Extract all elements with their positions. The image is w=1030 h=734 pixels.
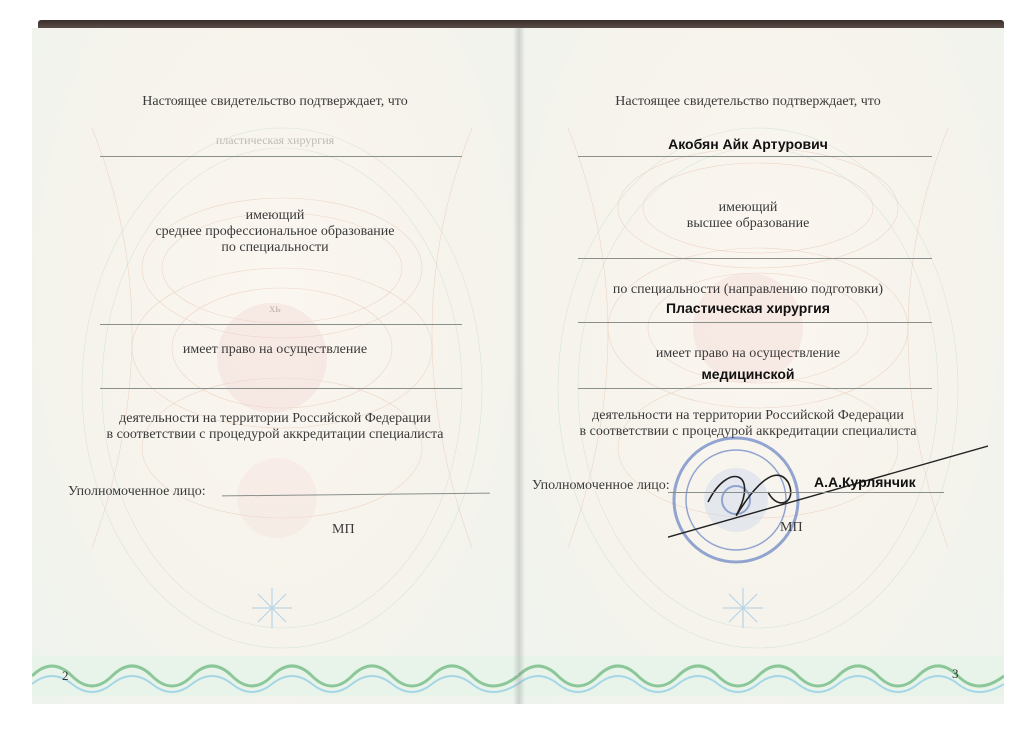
left-specialty-line [100, 324, 462, 325]
right-specialty-label: по специальности (направлению подготовки) [612, 282, 884, 297]
left-right-text: имеет право на осуществление [182, 342, 368, 357]
left-activity-line2: в соответствии с процедурой аккредитации специалиста [106, 427, 444, 442]
left-name-line [100, 156, 462, 157]
right-right-text: имеет право на осуществление [655, 346, 841, 361]
official-seal-and-signature [668, 432, 988, 582]
left-page-number: 2 [62, 668, 69, 683]
right-education-line2: высшее образование [686, 216, 810, 231]
right-education-line1: имеющий [718, 200, 778, 215]
right-activity-line2: в соответствии с процедурой аккредитации специалиста [579, 424, 917, 439]
left-education-line2: среднее профессиональное образование [155, 224, 395, 239]
guilloche-background [32, 28, 518, 704]
decorative-border-band [32, 656, 518, 696]
left-name-faint: пластическая хирургия [215, 133, 335, 147]
right-signature-line [668, 492, 944, 493]
right-page [518, 28, 1004, 704]
right-header: Настоящее свидетельство подтверждает, что [615, 94, 881, 109]
activity-type: медицинской [701, 366, 795, 382]
decorative-border-band [518, 656, 1004, 696]
signatory-name: А.А.Курлянчик [814, 474, 916, 490]
left-seal-label: МП [332, 522, 355, 537]
left-activity-line1: деятельности на территории Российской Федерации [119, 411, 431, 426]
certificate-booklet [32, 28, 1004, 704]
right-seal-label: МП [780, 520, 803, 535]
right-page-number: 3 [952, 666, 959, 681]
holder-name: Акобян Айк Артурович [668, 136, 828, 152]
left-header: Настоящее свидетельство подтверждает, что [142, 94, 408, 109]
right-activity-line [578, 388, 932, 389]
left-education-line1: имеющий [245, 208, 305, 223]
right-name-line [578, 156, 932, 157]
left-education-line3: по специальности [221, 240, 329, 255]
right-education-line [578, 258, 932, 259]
left-page [32, 28, 518, 704]
left-activity-line [100, 388, 462, 389]
left-specialty-faint: хь [269, 301, 281, 315]
booklet-spine [513, 28, 525, 704]
right-activity-line1: деятельности на территории Российской Федерации [592, 408, 904, 423]
right-authorized-label: Уполномоченное лицо: [532, 478, 670, 493]
right-specialty-line [578, 322, 932, 323]
left-authorized-label: Уполномоченное лицо: [68, 484, 206, 499]
specialty-value: Пластическая хирургия [666, 300, 830, 316]
